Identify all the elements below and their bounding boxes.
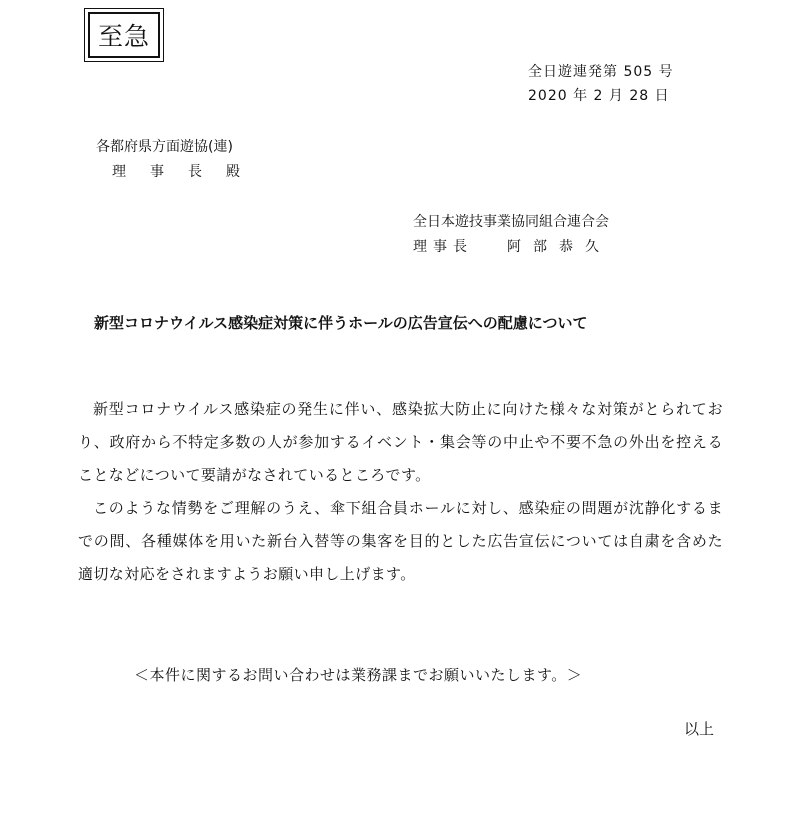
contact-note: ＜本件に関するお問い合わせは業務課までお願いいたします。＞ (134, 666, 583, 684)
document-date: 2020 年 2 月 28 日 (528, 88, 670, 104)
document-subject: 新型コロナウイルス感染症対策に伴うホールの広告宣伝への配慮について (94, 314, 588, 332)
urgent-stamp (84, 8, 164, 62)
document-meta (528, 60, 674, 108)
body-paragraph-1: 新型コロナウイルス感染症の発生に伴い、感染拡大防止に向けた様々な対策がとられており、政府から不特定多数の人が参加するイベント・集会等の中止や不要不急の外出を控えることなどについて要請がなされているところです。 (78, 400, 723, 484)
recipient-block (96, 135, 264, 185)
recipient-title: 理事長殿 (112, 164, 264, 180)
recipient-org: 各都府県方面遊協(連) (96, 139, 233, 155)
document-body (78, 393, 723, 591)
sender-block (413, 210, 611, 260)
document-number: 全日遊連発第 505 号 (528, 64, 674, 80)
body-paragraph-2: このような情勢をご理解のうえ、傘下組合員ホールに対し、感染症の問題が沈静化するまでの間、各種媒体を用いた新台入替等の集客を目的とした広告宣伝については自粛を含めた適切な対応をされますようお願い申し上げます。 (78, 499, 723, 583)
urgent-stamp-label: 至急 (88, 12, 160, 58)
closing-mark: 以上 (684, 720, 715, 738)
sender-role-line (413, 235, 611, 260)
sender-role: 理事長 (413, 239, 473, 255)
sender-org: 全日本遊技事業協同組合連合会 (413, 214, 609, 230)
sender-name: 阿部恭久 (507, 239, 611, 255)
